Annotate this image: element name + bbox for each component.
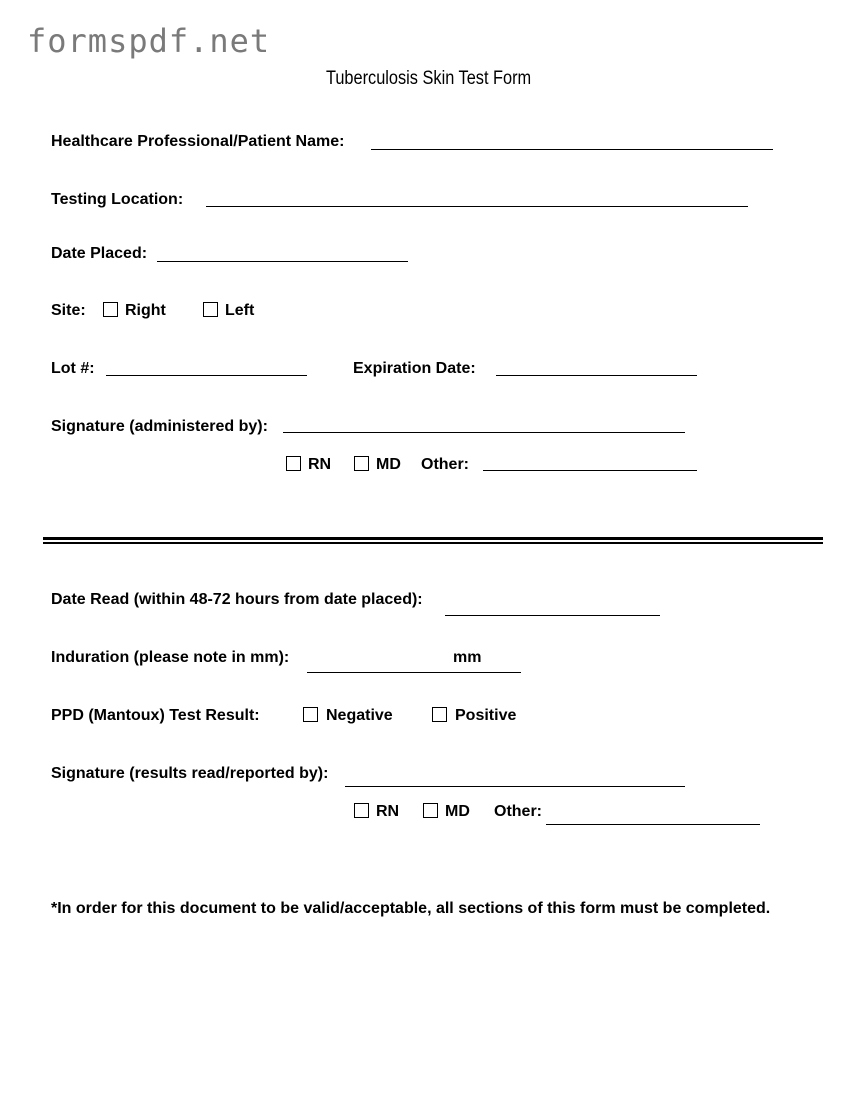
reported-md-checkbox[interactable]	[423, 803, 438, 818]
site-left-checkbox[interactable]	[203, 302, 218, 317]
site-label: Site:	[51, 302, 86, 319]
completion-footnote: *In order for this document to be valid/acceptable, all sections of this form must be completed.	[51, 900, 771, 917]
administered-rn-label: RN	[308, 456, 332, 473]
administered-rn-checkbox[interactable]	[286, 456, 301, 471]
reported-md-label: MD	[445, 803, 470, 820]
reported-rn-label: RN	[376, 803, 400, 820]
administered-signature-label: Signature (administered by):	[51, 418, 268, 435]
administered-other-field[interactable]	[483, 470, 697, 471]
date-read-label: Date Read (within 48-72 hours from date placed):	[51, 591, 423, 608]
administered-md-checkbox[interactable]	[354, 456, 369, 471]
result-positive-checkbox[interactable]	[432, 707, 447, 722]
ppd-result-label: PPD (Mantoux) Test Result:	[51, 707, 260, 724]
result-negative-label: Negative	[326, 707, 393, 724]
expiration-date-label: Expiration Date:	[353, 360, 476, 377]
date-placed-label: Date Placed:	[51, 245, 148, 262]
administered-signature-field[interactable]	[283, 432, 685, 433]
section-divider-thick	[43, 537, 823, 540]
induration-label: Induration (please note in mm):	[51, 649, 290, 666]
induration-field[interactable]	[307, 672, 521, 673]
lot-number-label: Lot #:	[51, 360, 95, 377]
watermark-logo: formspdf.net	[27, 22, 271, 60]
administered-other-label: Other:	[421, 456, 469, 473]
site-right-label: Right	[125, 302, 166, 319]
date-read-field[interactable]	[445, 615, 660, 616]
reported-signature-label: Signature (results read/reported by):	[51, 765, 329, 782]
site-left-label: Left	[225, 302, 255, 319]
testing-location-label: Testing Location:	[51, 191, 184, 208]
reported-signature-field[interactable]	[345, 786, 685, 787]
date-placed-field[interactable]	[157, 261, 408, 262]
lot-number-field[interactable]	[106, 375, 307, 376]
testing-location-field[interactable]	[206, 206, 748, 207]
site-right-checkbox[interactable]	[103, 302, 118, 317]
administered-md-label: MD	[376, 456, 401, 473]
section-divider-thin	[43, 542, 823, 544]
reported-other-field[interactable]	[546, 824, 760, 825]
reported-rn-checkbox[interactable]	[354, 803, 369, 818]
name-field[interactable]	[371, 149, 773, 150]
name-label: Healthcare Professional/Patient Name:	[51, 133, 345, 150]
result-positive-label: Positive	[455, 707, 517, 724]
result-negative-checkbox[interactable]	[303, 707, 318, 722]
form-title: Tuberculosis Skin Test Form	[325, 68, 532, 89]
reported-other-label: Other:	[494, 803, 542, 820]
expiration-date-field[interactable]	[496, 375, 697, 376]
induration-mm-unit: mm	[453, 649, 482, 666]
